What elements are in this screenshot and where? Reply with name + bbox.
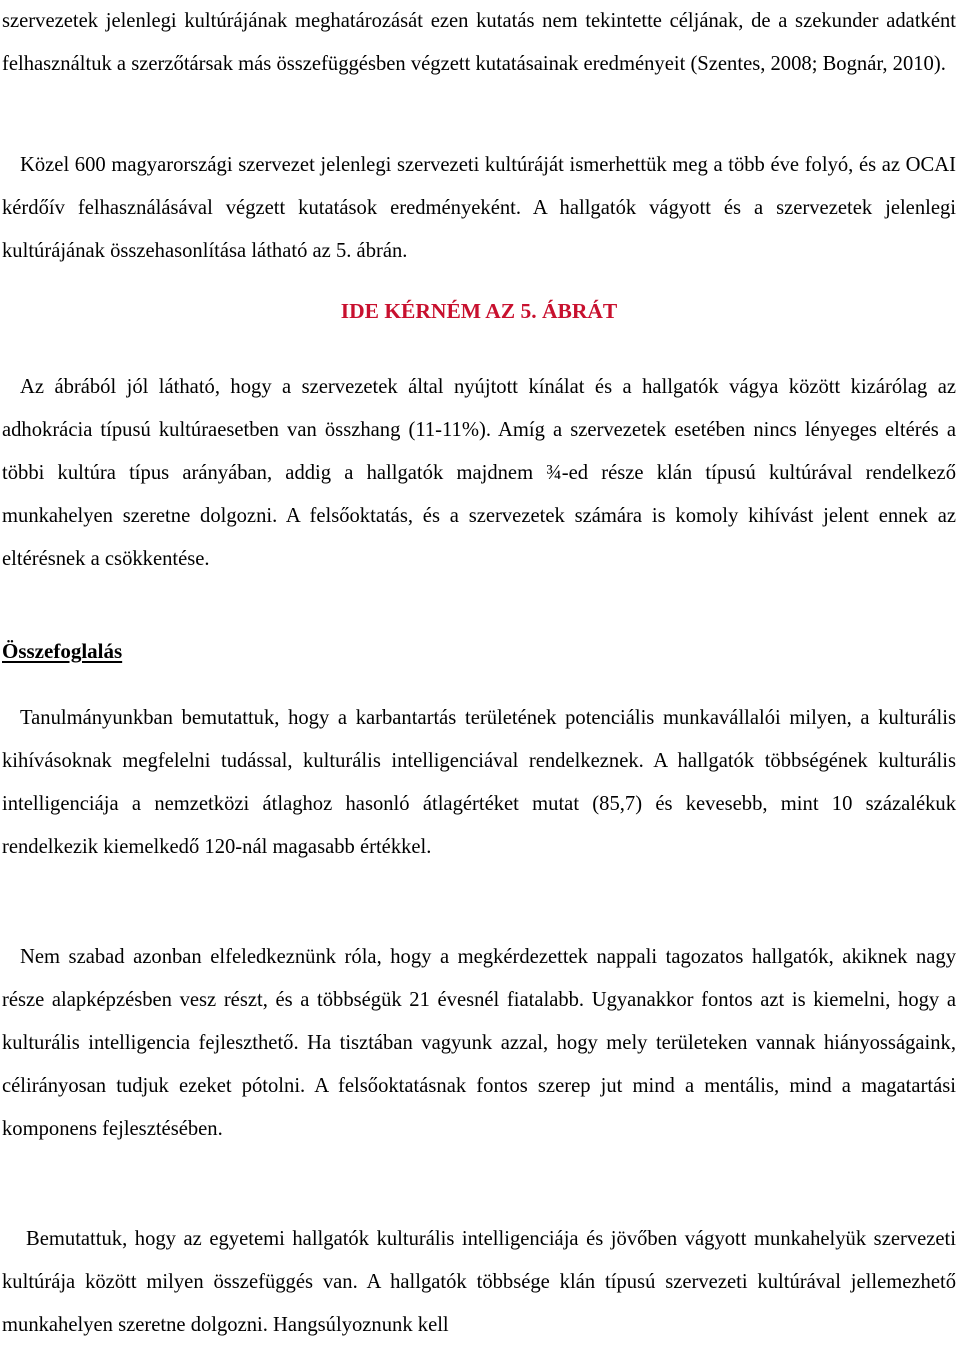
paragraph-5: Nem szabad azonban elfeledkeznünk róla, hogy a megkérdezettek nappali tagozatos hallgatók, akiknek nagy része alapképzésben vesz részt, és a többségük 21 évesnél fiatalabb. Ugyanakkor fontos azt is kiemelni, hogy a kulturális intelligencia fejleszthető. Ha tisztában vagyunk azzal, hogy mely területeken vannak hiányosságaink, célirányosan tudjuk ezeket pótolni. A felsőoktatásnak fontos szerep jut mind a mentális, mind a magatartási komponens fejlesztésében. [2,946,956,1140]
paragraph-1: szervezetek jelenlegi kultúrájának meghatározását ezen kutatás nem tekintette céljának, de a szekunder adatként felhasználtuk a szerzőtársak más összefüggésben végzett kutatásainak eredményeit (Szentes, 2008; Bognár, 2010). [2,10,956,75]
paragraph-3: Az ábrából jól látható, hogy a szervezetek által nyújtott kínálat és a hallgatók vágya között kizárólag az adhokrácia típusú kultúraesetben van összhang (11-11%). Amíg a szervezetek esetében nincs lényeges eltérés a többi kultúra típus arányában, addig a hallgatók majdnem ¾-ed része klán típusú kultúrával rendelkező munkahelyen szeretne dolgozni. A felsőoktatás, és a szervezetek számára is komoly kihívást jelent ennek az eltérésnek a csökkentése. [2,376,956,570]
paragraph-4: Tanulmányunkban bemutattuk, hogy a karbantartás területének potenciális munkavállalói milyen, a kulturális kihívásoknak megfelelni tudással, kulturális intelligenciával rendelkeznek. A hallgatók többségének kulturális intelligenciája a nemzetközi átlaghoz hasonló átlagértéket mutat (85,7) és kevesebb, mint 10 százalékuk rendelkezik kiemelkedő 120-nál magasabb értékkel. [2,707,956,858]
section-heading: Összefoglalás [2,639,123,663]
figure-placeholder [2,299,956,324]
paragraph-2: Közel 600 magyarországi szervezet jelenlegi szervezeti kultúráját ismerhettük meg a több éve folyó, és az OCAI kérdőív felhasználásával végzett kutatások eredményeként. A hallgatók vágyott és a szervezetek jelenlegi kultúrájának összehasonlítása látható az 5. ábrán. [2,154,956,262]
figure-placeholder-text: IDE KÉRNÉM AZ 5. ÁBRÁT [340,299,618,323]
paragraph-6: Bemutattuk, hogy az egyetemi hallgatók kulturális intelligenciája és jövőben vágyott munkahelyük szervezeti kultúrája között milyen összefüggés van. A hallgatók többsége klán típusú szervezeti kultúrával jellemezhető munkahelyen szeretne dolgozni. Hangsúlyoznunk kell [2,1228,956,1336]
